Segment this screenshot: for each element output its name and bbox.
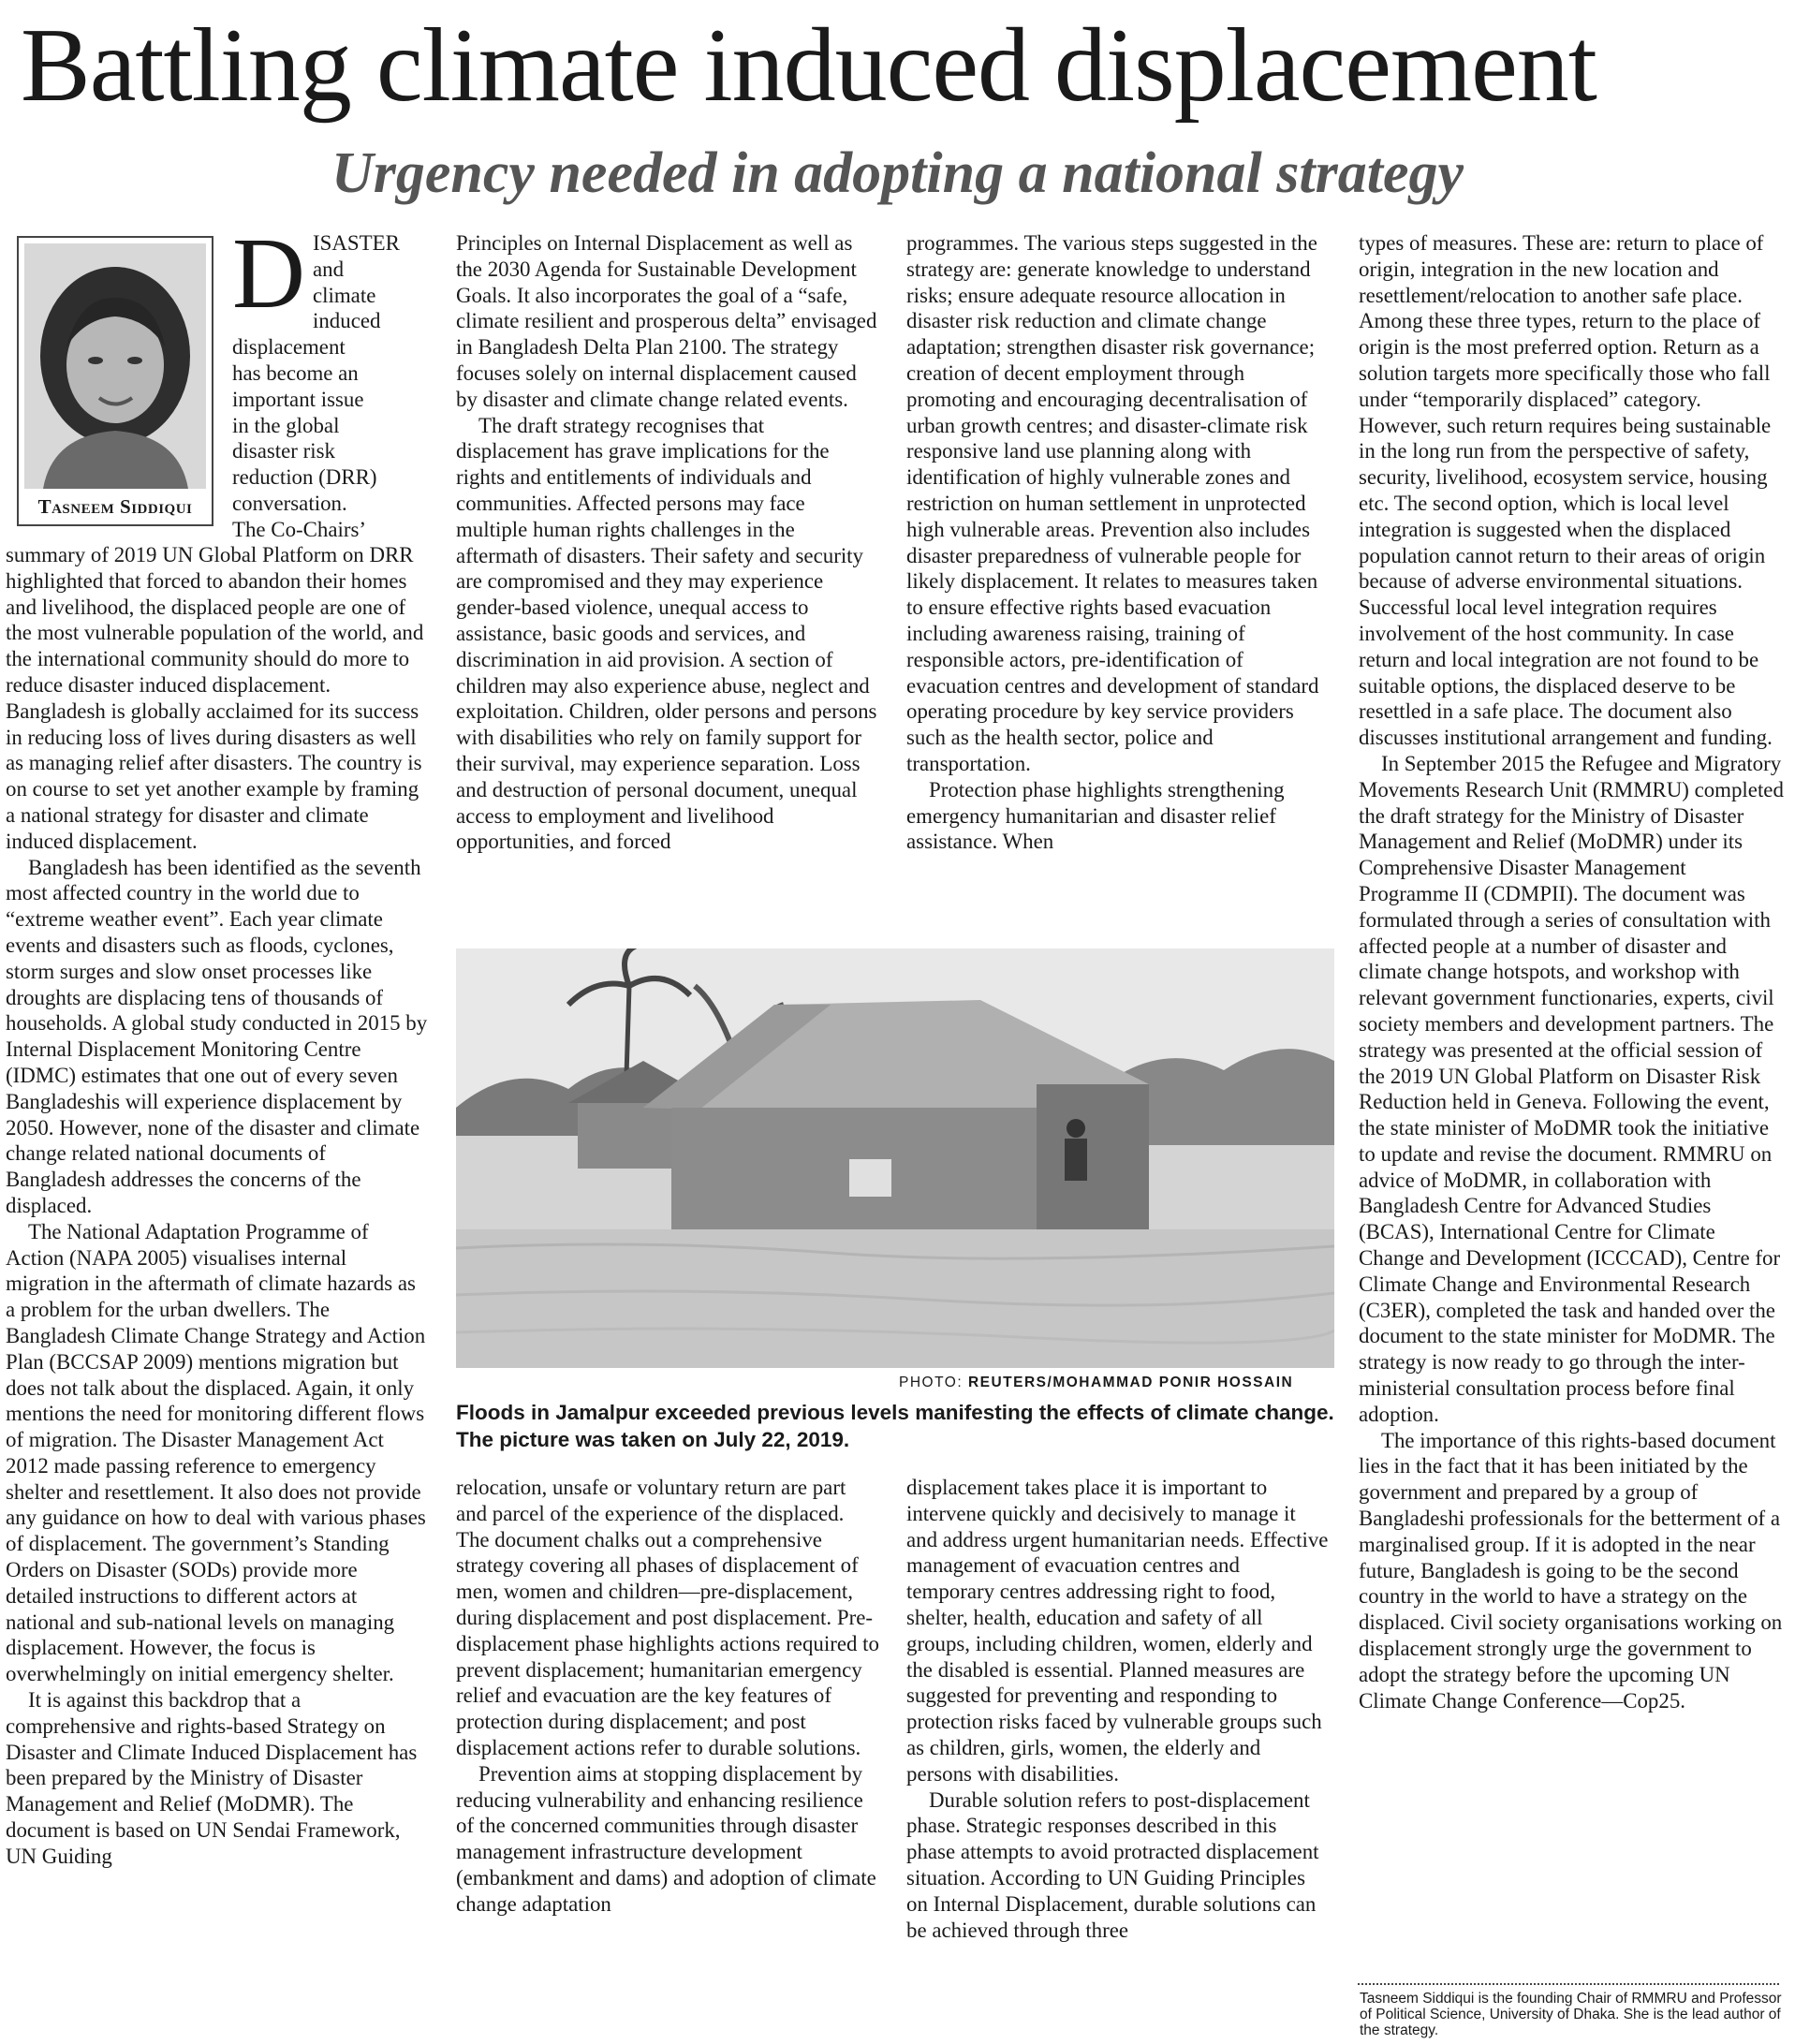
column-4 — [1359, 230, 1784, 1979]
paragraph: The National Adaptation Programme of Action (NAPA 2005) visualises internal migration in the aftermath of climate hazards as a problem for the urban dwellers. The Bangladesh Climate Change Strategy and Action Plan (BCCSAP 2009) mentions migration but does not talk about the displaced. Again, it only mentions the need for monitoring different flows of migration. The Disaster Management Act 2012 made passing reference to emergency shelter and resettlement. It also does not provide any guidance on how to deal with various phases of displacement. The government’s Standing Orders on Disaster (SODs) provide more detailed instructions to different actors at national and sub-national levels on managing displacement. However, the focus is overwhelmingly on initial emergency shelter. — [6, 1219, 426, 1686]
photo-credit-prefix: PHOTO: — [899, 1375, 964, 1390]
paragraph: programmes. The various steps suggested in the strategy are: generate knowledge to understand risks; ensure adequate resource allocation in disaster risk reduction and climate change adaptation; strengthen disaster risk governance; creation of decent employment through promoting and encouraging decentralisation of urban growth centres; and disaster-climate risk responsive land use planning along with identification of highly vulnerable zones and restriction on human settlement in unprotected high vulnerable areas. Prevention also includes disaster preparedness of vulnerable people for likely displacement. It relates to measures taken to ensure effective rights based evacuation including awareness raising, training of responsible actors, pre-identification of evacuation centres and development of standard operating procedure by key service providers such as the health sector, police and transportation. — [906, 231, 1319, 775]
paragraph: displacement takes place it is important to intervene quickly and decisively to manage it and address urgent humanitarian needs. Effective management of evacuation centres and temporary centres addressing right to food, shelter, health, education and safety of all groups, including children, women, elderly and the disabled is essential. Planned measures are suggested for preventing and responding to protection risks faced by vulnerable groups such as children, girls, women, the elderly and persons with disabilities. — [906, 1476, 1329, 1786]
column-3-top — [906, 230, 1330, 934]
lead-line: ISASTER — [313, 231, 400, 255]
subheadline: Urgency needed in adopting a national strategy — [331, 141, 1464, 205]
lead-line: The Co-Chairs’ — [232, 517, 367, 541]
lead-line: climate — [313, 283, 376, 307]
author-box — [17, 236, 213, 526]
paragraph: In September 2015 the Refugee and Migratory Movements Research Unit (RMMRU) completed the draft strategy for the Ministry of Disaster Management and Relief (MoDMR) under its Comprehensive Disaster Management Programme II (CDMPII). The document was formulated through a series of consultation with affected people at a number of disaster and climate change hotspots, and workshop with relevant government functionaries, experts, civil society members and development partners. The strategy was presented at the official session of the 2019 UN Global Platform on Disaster Risk Reduction held in Geneva. Following the event, the state minister of MoDMR took the initiative to update and revise the document. RMMRU on advice of MoDMR, in collaboration with Bangladesh Centre for Advanced Studies (BCAS), International Centre for Climate Change and Development (ICCCAD), Centre for Climate Change and Environmental Research (C3ER), completed the task and handed over the document to the state minister for MoDMR. The strategy is now ready to go through the inter-ministerial consultation process before final adoption. — [1359, 751, 1784, 1426]
paragraph: Protection phase highlights strengthening emergency humanitarian and disaster relief assistance. When — [906, 777, 1285, 854]
drop-cap: D — [232, 230, 305, 330]
paragraph: Principles on Internal Displacement as well as the 2030 Agenda for Sustainable Development Goals. It also incorporates the goal of a “safe, climate resilient and prosperous delta” envisaged in Bangladesh Delta Plan 2100. The strategy focuses solely on internal displacement caused by disaster and climate change related events. — [456, 231, 877, 411]
column-2-top — [456, 230, 879, 934]
paragraph: Bangladesh has been identified as the seventh most affected country in the world due to “extreme weather event”. Each year climate events and disasters such as floods, cyclones, storm surges and slow onset processes like droughts are displacing tens of thousands of households. A global study conducted in 2015 by Internal Displacement Monitoring Centre (IDMC) estimates that one out of every seven Bangladeshis will experience displacement by 2050. However, none of the disaster and climate change related national documents of Bangladesh addresses the concerns of the displaced. — [6, 855, 428, 1217]
column-2-bottom — [456, 1475, 879, 2037]
paragraph: summary of 2019 UN Global Platform on DRR highlighted that forced to abandon their homes and livelihood, the displaced people are one of the most vulnerable population of the world, and the international community should do more to reduce disaster induced displacement. Bangladesh is globally acclaimed for its success in reducing loss of lives during disasters as well as managing relief after disasters. The country is on course to set yet another example by framing a national strategy for disaster and climate induced displacement. — [6, 543, 424, 853]
lead-line: displacement — [232, 335, 346, 360]
author-portrait — [24, 243, 206, 489]
author-footnote: Tasneem Siddiqui is the founding Chair of RMMRU and Professor of Political Science, University of Dhaka. She is the lead author of the strategy. — [1360, 1991, 1782, 2038]
paragraph: Prevention aims at stopping displacement by reducing vulnerability and enhancing resilience of the concerned communities through disaster management infrastructure development (embankment and dams) and adoption of climate change adaptation — [456, 1761, 876, 1916]
lead-line: disaster risk — [232, 439, 335, 463]
lead-line: has become an — [232, 360, 359, 385]
paragraph: The importance of this rights-based document lies in the fact that it has been initiated by the government and prepared by a group of Bangladeshi professionals for the betterment of a marginalised group. If it is adopted in the near future, Bangladesh is going to be the second country in the world to have a strategy on the displaced. Civil society organisations working on displacement strongly urge the government to adopt the strategy before the upcoming UN Climate Change Conference—Cop25. — [1359, 1428, 1783, 1713]
photo-credit — [899, 1375, 1293, 1391]
footnote-divider — [1358, 1983, 1779, 1985]
paragraph: It is against this backdrop that a comprehensive and rights-based Strategy on Disaster and Climate Induced Displacement has been prepared by the Ministry of Disaster Management and Relief (MoDMR). The document is based on UN Sendai Framework, UN Guiding — [6, 1688, 418, 1868]
flood-photo — [456, 948, 1334, 1368]
lead-line: reduction (DRR) — [232, 465, 377, 490]
lead-line: in the global — [232, 413, 340, 437]
lead-line: conversation. — [232, 491, 347, 515]
author-name: Tasneem Siddiqui — [37, 495, 193, 518]
photo-caption: Floods in Jamalpur exceeded previous levels manifesting the effects of climate change. The picture was taken on July 22, 2019. — [456, 1401, 1334, 1451]
lead-line: important issue — [232, 387, 364, 411]
paragraph: relocation, unsafe or voluntary return are part and parcel of the experience of the displaced. The document chalks out a comprehensive strategy covering all phases of displacement of men, women and children—pre-displacement, during displacement and post displacement. Pre-displacement phase highlights actions required to prevent displacement; humanitarian emergency relief and evacuation are the key features of protection during displacement; and post displacement actions refer to durable solutions. — [456, 1476, 879, 1759]
paragraph: The draft strategy recognises that displacement has grave implications for the rights and entitlements of individuals and communities. Affected persons may face multiple human rights challenges in the aftermath of disasters. Their safety and security are compromised and they may experience gender-based violence, unequal access to assistance, basic goods and services, and discrimination in aid provision. A section of children may also experience abuse, neglect and exploitation. Children, older persons and persons with disabilities who rely on family support for their survival, may experience separation. Loss and destruction of personal document, unequal access to employment and livelihood opportunities, and forced — [456, 413, 877, 854]
paragraph: Durable solution refers to post-displacement phase. Strategic responses described in this phase attempts to avoid protracted displacement situation. According to UN Guiding Principles on Internal Displacement, durable solutions can be achieved through three — [906, 1787, 1319, 1942]
headline: Battling climate induced displacement — [21, 7, 1596, 124]
lead-line: and — [313, 257, 345, 281]
column-1-lead — [232, 230, 429, 549]
photo-credit-name: REUTERS/MOHAMMAD PONIR HOSSAIN — [967, 1375, 1294, 1390]
lead-line: induced — [313, 309, 381, 333]
paragraph: types of measures. These are: return to place of origin, integration in the new location and resettlement/relocation to another safe place. Among these three types, return to the place of origin is the most preferred option. Return as a solution targets more specifically those who fall under “temporarily displaced” category. However, such return requires being sustainable in the long run from the perspective of safety, security, livelihood, ecosystem service, housing etc. The second option, which is local level integration is suggested when the displaced population cannot return to their areas of origin because of adverse environmental situations. Successful local level integration requires involvement of the host community. In case return and local integration are not found to be suitable options, the displaced deserve to be resettled in a safe place. The document also discusses institutional arrangement and funding. — [1359, 231, 1773, 750]
column-1-body — [6, 542, 429, 2040]
column-3-bottom — [906, 1475, 1330, 2037]
